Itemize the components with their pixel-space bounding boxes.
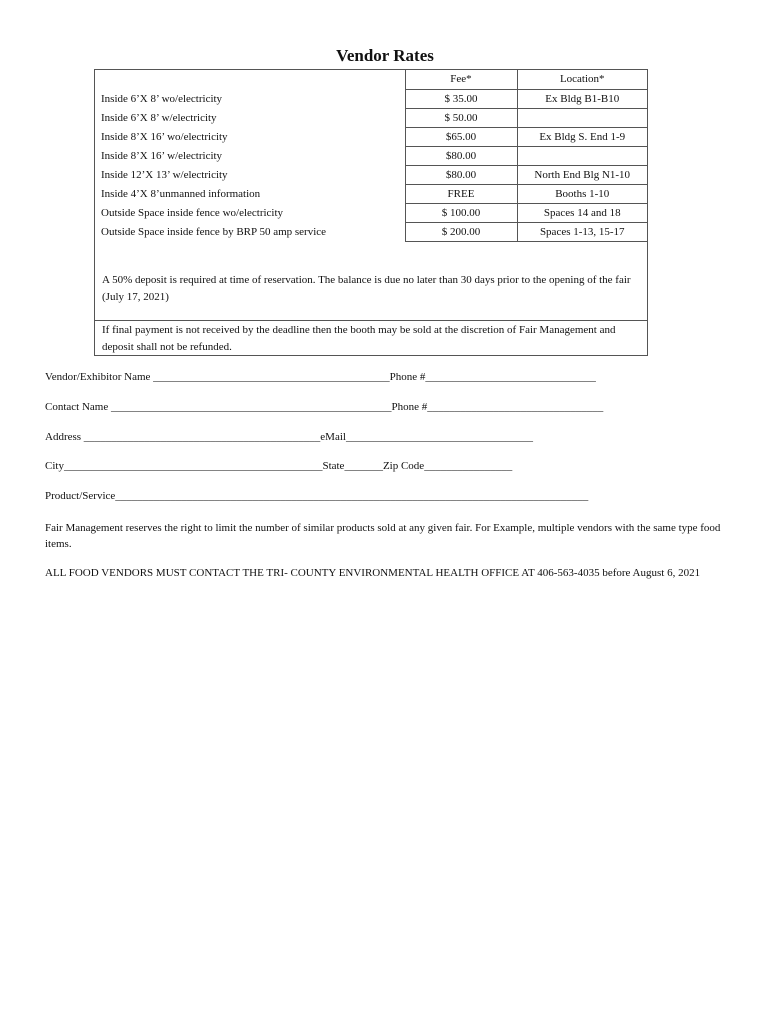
description-header — [95, 70, 405, 89]
rate-fee: $ 35.00 — [405, 89, 517, 108]
vendor-rates-table — [95, 70, 647, 242]
location-header: Location* — [517, 70, 647, 89]
rate-fee: $65.00 — [405, 127, 517, 146]
table-row — [95, 184, 647, 203]
food-vendor-note: ALL FOOD VENDORS MUST CONTACT THE TRI- COUNTY ENVIRONMENTAL HEALTH OFFICE AT 406-563-4035 before August 6, 2021 — [45, 567, 701, 579]
rate-description: Outside Space inside fence by BRP 50 amp service — [101, 225, 327, 238]
rate-fee: FREE — [405, 184, 517, 203]
fee-header: Fee* — [405, 70, 517, 89]
rate-description: Inside 8’X 16’ wo/electricity — [101, 130, 228, 143]
deposit-note: A 50% deposit is required at time of reservation. The balance is due no later than 30 days prior to the opening of the fair (July 17, 2021) — [102, 274, 631, 303]
rate-fee: $ 200.00 — [405, 222, 517, 241]
table-row — [95, 108, 647, 127]
product-service-field[interactable]: Product/Service______________________________________________________________________________________ — [45, 490, 589, 502]
rate-location: Spaces 1-13, 15-17 — [517, 222, 647, 241]
table-row — [95, 146, 647, 165]
payment-note: If final payment is not received by the deadline then the booth may be sold at the discretion of Fair Management and deposit shall not be refunded. — [95, 320, 647, 355]
table-row — [95, 203, 647, 222]
address-email-field[interactable]: Address ___________________________________________eMail__________________________________ — [45, 431, 533, 443]
table-row — [95, 165, 647, 184]
table-row — [95, 222, 647, 241]
rate-fee: $ 100.00 — [405, 203, 517, 222]
rate-fee: $ 50.00 — [405, 108, 517, 127]
table-header-row — [95, 70, 647, 89]
table-row — [95, 89, 647, 108]
limit-note: Fair Management reserves the right to limit the number of similar products sold at any given fair. For Example, multiple vendors with the same type food items. — [45, 522, 721, 550]
rate-description: Inside 6’X 8’ w/electricity — [101, 111, 217, 124]
rate-description: Inside 4’X 8’unmanned information — [101, 187, 261, 200]
rate-location: Booths 1-10 — [517, 184, 647, 203]
rate-fee: $80.00 — [405, 165, 517, 184]
rate-fee: $80.00 — [405, 146, 517, 165]
rate-location: Ex Bldg S. End 1-9 — [517, 127, 647, 146]
rate-location: Ex Bldg B1-B10 — [517, 89, 647, 108]
rate-location: Spaces 14 and 18 — [517, 203, 647, 222]
vendor-name-phone-field[interactable]: Vendor/Exhibitor Name ___________________________________________Phone #_______________________________ — [45, 371, 596, 383]
rate-description: Inside 8’X 16’ w/electricity — [101, 149, 223, 162]
city-state-zip-field[interactable]: City_______________________________________________State_______Zip Code________________ — [45, 460, 513, 472]
contact-name-phone-field[interactable]: Contact Name ___________________________________________________Phone #________________________________ — [45, 401, 604, 413]
table-row — [95, 127, 647, 146]
rate-description: Outside Space inside fence wo/electricity — [101, 206, 284, 219]
rate-location: North End Blg N1-10 — [517, 165, 647, 184]
rate-description: Inside 12’X 13’ w/electricity — [101, 168, 228, 181]
rate-description: Inside 6’X 8’ wo/electricity — [101, 92, 223, 105]
vendor-rates-box — [94, 69, 648, 356]
page-title: Vendor Rates — [336, 46, 434, 65]
rate-location — [517, 108, 647, 127]
rate-location — [517, 146, 647, 165]
